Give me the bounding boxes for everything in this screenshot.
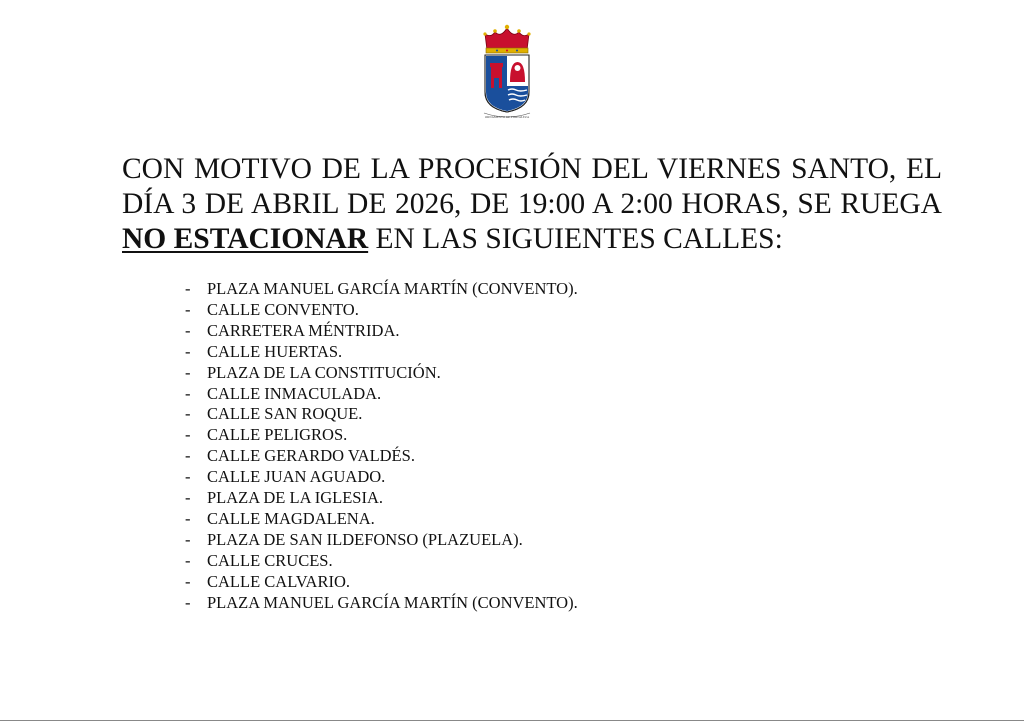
crown-icon: [483, 25, 530, 53]
heading-line-2: DÍA 3 DE ABRIL DE 2026, DE 19:00 A 2:00 HORAS, SE RUEGA: [122, 188, 942, 220]
heading-line-1: CON MOTIVO DE LA PROCESIÓN DEL VIERNES SANTO, EL: [122, 153, 942, 185]
coat-of-arms-icon: [481, 22, 533, 120]
street-list-item: [185, 363, 578, 384]
street-name: CALLE HUERTAS.: [207, 341, 343, 361]
list-dash: -: [185, 425, 191, 445]
notice-heading: [122, 152, 942, 257]
list-dash: -: [185, 362, 191, 382]
street-name: CALLE CONVENTO.: [207, 299, 359, 319]
list-dash: -: [185, 320, 191, 340]
street-list-item: [185, 342, 578, 363]
street-list-item: [185, 467, 578, 488]
crest-motto: ORNAMENTO DE FORTALEZA: [484, 115, 530, 119]
street-name: CALLE JUAN AGUADO.: [207, 467, 386, 487]
street-list-item: [185, 404, 578, 425]
street-list-item: [185, 425, 578, 446]
street-list-item: [185, 384, 578, 405]
street-list: [185, 279, 578, 614]
shield-icon: [485, 55, 529, 112]
street-name: CALLE PELIGROS.: [207, 425, 348, 445]
street-name: PLAZA DE LA CONSTITUCIÓN.: [207, 362, 441, 382]
street-name: CALLE GERARDO VALDÉS.: [207, 446, 415, 466]
street-list-item: [185, 446, 578, 467]
heading-line-3: [122, 222, 942, 257]
street-list-item: [185, 509, 578, 530]
street-list-item: [185, 551, 578, 572]
street-list-item: [185, 593, 578, 614]
list-dash: -: [185, 571, 191, 591]
list-dash: -: [185, 529, 191, 549]
heading-line-3-rest: EN LAS SIGUIENTES CALLES:: [368, 223, 783, 255]
list-dash: -: [185, 383, 191, 403]
list-dash: -: [185, 279, 191, 298]
list-dash: -: [185, 488, 191, 508]
page-bottom-rule: [0, 720, 1024, 721]
list-dash: -: [185, 508, 191, 528]
list-dash: -: [185, 446, 191, 466]
street-name: PLAZA MANUEL GARCÍA MARTÍN (CONVENTO).: [207, 592, 578, 612]
street-name: CALLE MAGDALENA.: [207, 508, 375, 528]
list-dash: -: [185, 592, 191, 612]
street-list-item: [185, 530, 578, 551]
street-name: CALLE CALVARIO.: [207, 571, 351, 591]
no-parking-emphasis: NO ESTACIONAR: [122, 223, 369, 255]
list-dash: -: [185, 341, 191, 361]
street-list-item: [185, 321, 578, 342]
street-name: PLAZA DE SAN ILDEFONSO (PLAZUELA).: [207, 529, 523, 549]
street-list-item: [185, 572, 578, 593]
street-name: CALLE CRUCES.: [207, 550, 333, 570]
street-name: CALLE INMACULADA.: [207, 383, 382, 403]
street-name: CARRETERA MÉNTRIDA.: [207, 320, 400, 340]
street-list-item: [185, 300, 578, 321]
street-list-item: [185, 488, 578, 509]
street-name: PLAZA MANUEL GARCÍA MARTÍN (CONVENTO).: [207, 279, 578, 298]
street-list-item: [185, 279, 578, 300]
list-dash: -: [185, 550, 191, 570]
list-dash: -: [185, 404, 191, 424]
list-dash: -: [185, 299, 191, 319]
street-name: CALLE SAN ROQUE.: [207, 404, 363, 424]
list-dash: -: [185, 467, 191, 487]
street-name: PLAZA DE LA IGLESIA.: [207, 488, 383, 508]
